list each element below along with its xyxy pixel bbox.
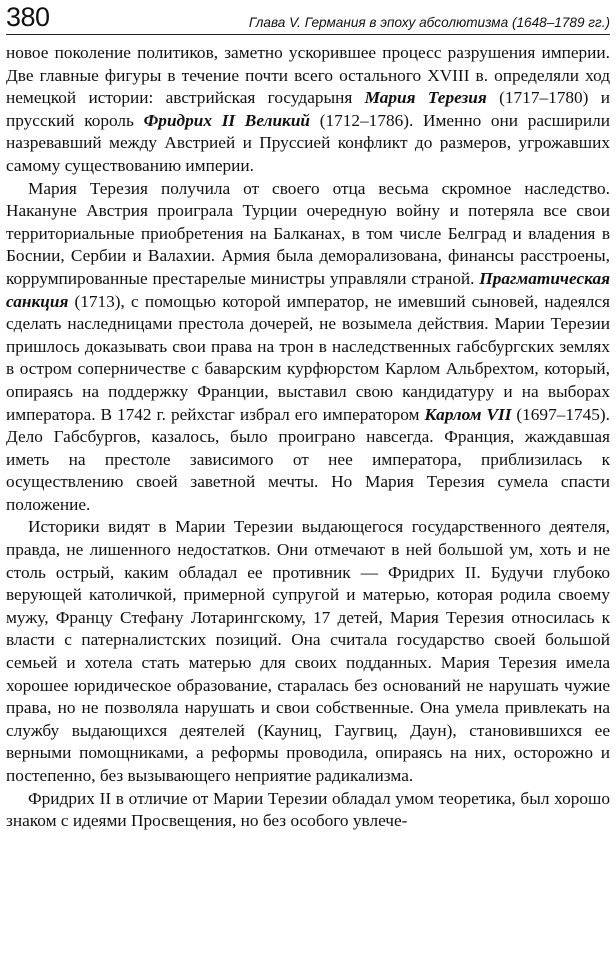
page-number: 380: [6, 2, 50, 32]
text-run: (1713), с помощью которой император, не имевший сыновей, надеялся сделать наследницами престола дочерей, не возымела действия. Марии Терезии пришлось доказывать свои права на трон в наследственных габсбургских землях в остром соперничестве с баварским курфюрстом Карлом Альбрехтом, который, опираясь на поддержку Франции, выставил свою кандидатуру и на выборах императора. В 1742 г. рейхстаг избрал его императором: [6, 291, 610, 424]
emphasized-term: Мария Терезия: [364, 88, 487, 108]
paragraph: [6, 788, 610, 833]
text-run: (1717–1780) и прусский король: [6, 88, 610, 130]
paragraph: [6, 178, 610, 517]
emphasized-term: Фридрих II Великий: [143, 110, 311, 130]
emphasized-term: Прагматическая санкция: [6, 268, 610, 311]
running-title: Глава V. Германия в эпоху абсолютизма (1648–1789 гг.): [248, 15, 610, 30]
emphasized-term: Карлом VII: [424, 404, 512, 424]
text-run: Мария Терезия получила от своего отца весьма скромное наследство. Накануне Австрия проиграла Турции очередную войну и потеряла все свои территориальные приобретения на Балканах, в том числе Белград и владения в Боснии, Сербии и Валахии. Армия была деморализована, финансы расстроены, коррумпированные престарелые министры управляли страной.: [6, 178, 610, 288]
text-run: Историки видят в Марии Терезии выдающегося государственного деятеля, правда, не лишенного недостатков. Они отмечают в ней большой ум, хоть и не столь острый, каким обладал ее противник — Фридрих II. Будучи глубоко верующей католичкой, примерной супругой и матерью, которая родила своему мужу, Францу Стефану Лотарингскому, 17 детей, Мария Терезия относилась к власти с патерналистских позиций. Она считала государство своей большой семьей и хотела стать матерью для своих подданных. Мария Терезия имела хорошее юридическое образование, старалась без оснований не нарушать чужие права, но не позволяла нарушать и свои собственные. Она умела привлекать на службу выдающихся деятелей (Кауниц, Гаугвиц, Даун), становившихся ее верными помощниками, а реформы проводила, опираясь на них, осторожно и постепенно, без вызывающего неприятие радикализма.: [6, 517, 610, 785]
page-header: [6, 2, 610, 35]
text-run: Фридрих II в отличие от Марии Терезии обладал умом теоретика, был хорошо знаком с идеями Просвещения, но без особого увлече-: [6, 788, 610, 831]
paragraph: [6, 516, 610, 787]
body-text: [6, 42, 610, 833]
paragraph: [6, 42, 610, 178]
text-run: новое поколение политиков, заметно ускорившее процесс разрушения империи. Две главные фигуры в течение почти всего остального XVIII в. определяли ход немецкой истории: австрийская государыня: [6, 43, 610, 108]
text-run: (1712–1786). Именно они расширили назревавший между Австрией и Пруссией конфликт до размеров, угрожавших самому существованию империи.: [6, 110, 610, 175]
text-run: (1697–1745). Дело Габсбургов, казалось, было проиграно навсегда. Франция, жаждавшая иметь на престоле зависимого от нее императора, приблизилась к осуществлению своей заветной мечты. Но Мария Терезия сумела спасти положение.: [6, 404, 610, 514]
